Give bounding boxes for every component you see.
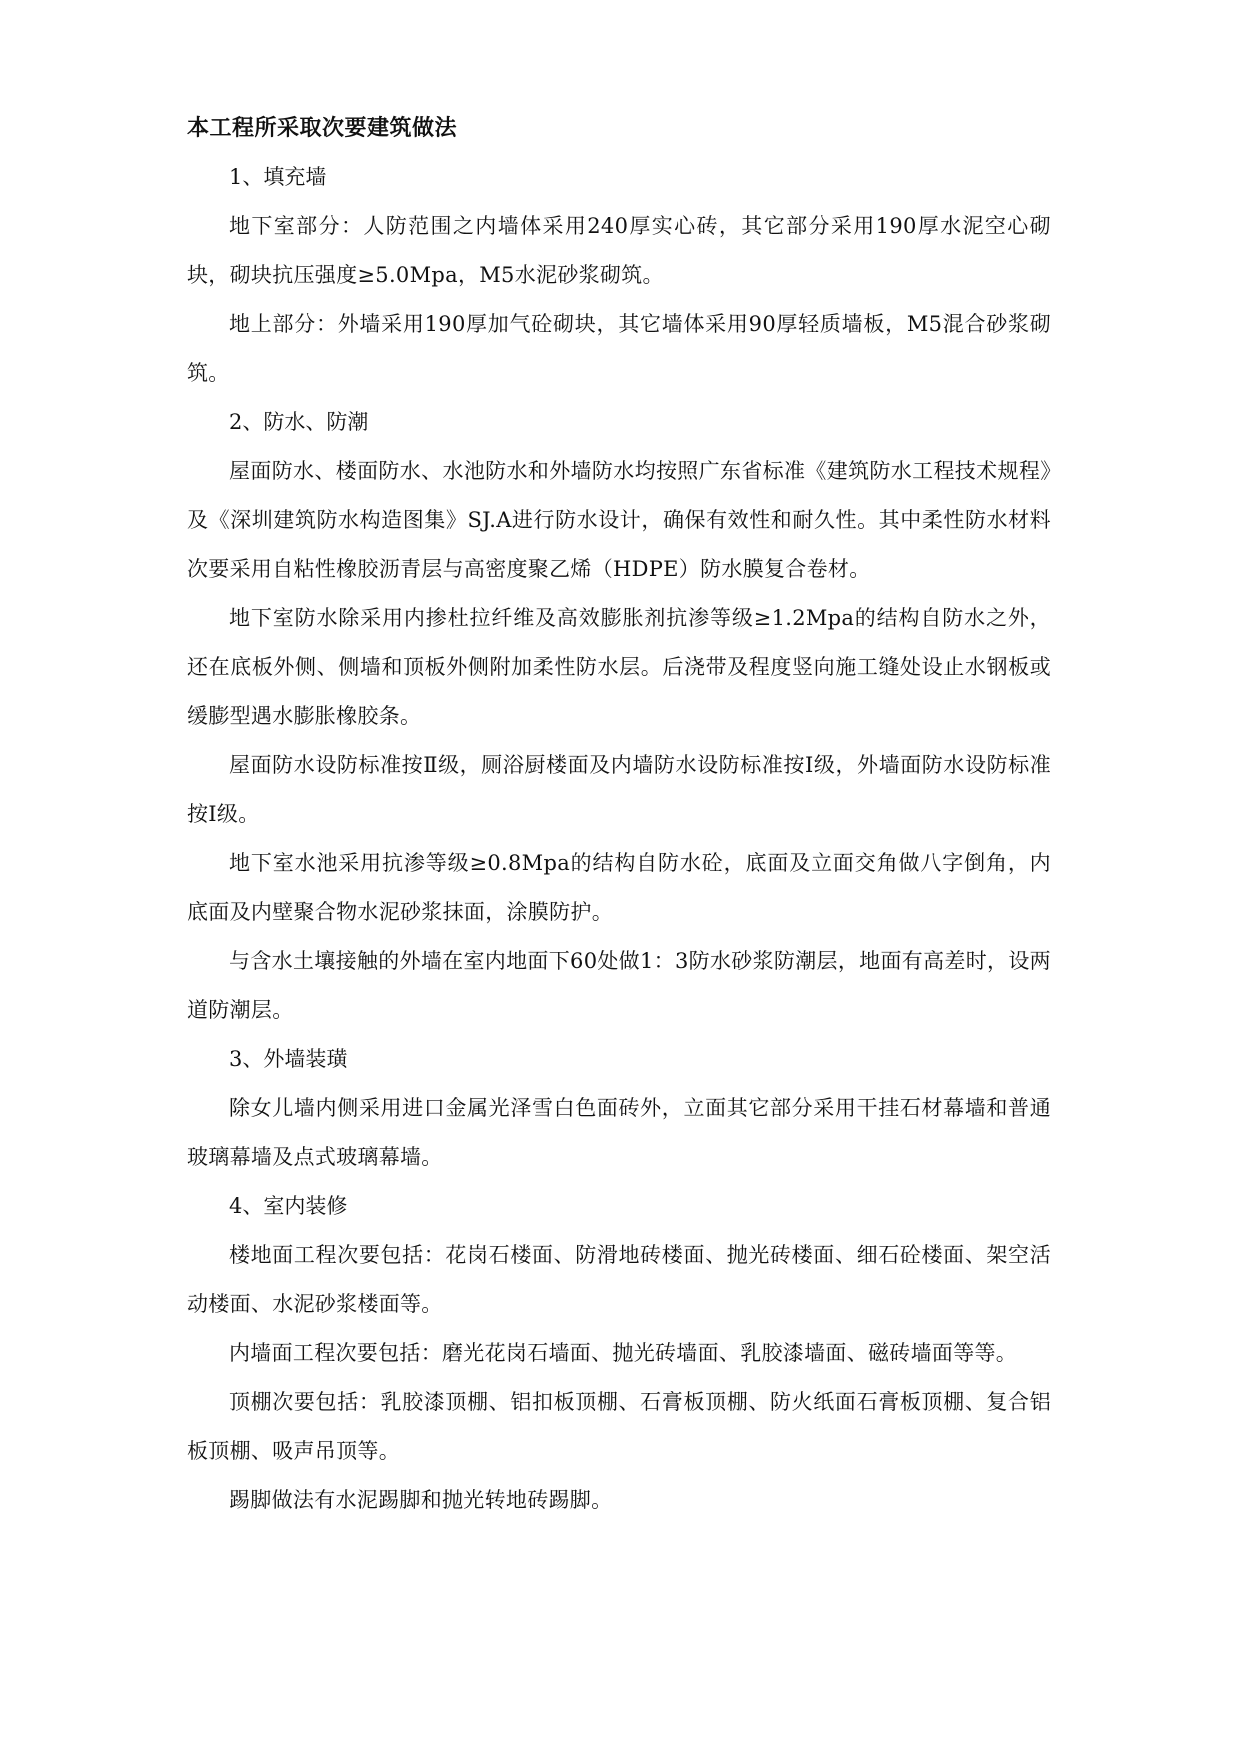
paragraph-damp-proof-layer: 与含水土壤接触的外墙在室内地面下60处做1：3防水砂浆防潮层，地面有高差时，设两道防潮层。 [187,949,1051,1022]
paragraph-wall-finishes: 内墙面工程次要包括：磨光花岗石墙面、抛光砖墙面、乳胶漆墙面、磁砖墙面等等。 [229,1341,1018,1365]
section-heading-interior-finish: 4、室内装修 [229,1194,348,1218]
paragraph-skirting: 踢脚做法有水泥踢脚和抛光转地砖踢脚。 [229,1488,613,1512]
paragraph-basement-walls: 地下室部分：人防范围之内墙体采用240厚实心砖，其它部分采用190厚水泥空心砌块，砌块抗压强度≥5.0Mpa，M5水泥砂浆砌筑。 [187,214,1051,287]
paragraph-facade: 除女儿墙内侧采用进口金属光泽雪白色面砖外，立面其它部分采用干挂石材幕墙和普通玻璃幕墙及点式玻璃幕墙。 [187,1096,1051,1169]
section-heading-exterior-finish: 3、外墙装璜 [229,1047,348,1071]
document-body [187,104,1051,1525]
paragraph-basement-waterproofing: 地下室防水除采用内掺杜拉纤维及高效膨胀剂抗渗等级≥1.2Mpa的结构自防水之外，还在底板外侧、侧墙和顶板外侧附加柔性防水层。后浇带及程度竖向施工缝处设止水钢板或缓膨型遇水膨胀橡胶条。 [187,606,1051,728]
document-title: 本工程所采取次要建筑做法 [187,115,458,141]
paragraph-waterproofing-standards: 屋面防水、楼面防水、水池防水和外墙防水均按照广东省标准《建筑防水工程技术规程》及《深圳建筑防水构造图集》SJ.A进行防水设计，确保有效性和耐久性。其中柔性防水材料次要采用自粘性橡胶沥青层与高密度聚乙烯（HDPE）防水膜复合卷材。 [187,459,1051,581]
paragraph-above-ground-walls: 地上部分：外墙采用190厚加气砼砌块，其它墙体采用90厚轻质墙板，M5混合砂浆砌筑。 [187,312,1051,385]
paragraph-ceiling-finishes: 顶棚次要包括：乳胶漆顶棚、铝扣板顶棚、石膏板顶棚、防火纸面石膏板顶棚、复合铝板顶棚、吸声吊顶等。 [187,1390,1051,1463]
paragraph-basement-pool: 地下室水池采用抗渗等级≥0.8Mpa的结构自防水砼，底面及立面交角做八字倒角，内底面及内壁聚合物水泥砂浆抹面，涂膜防护。 [187,851,1051,924]
section-heading-infill-wall: 1、填充墙 [229,165,327,189]
section-heading-waterproofing: 2、防水、防潮 [229,410,369,434]
paragraph-waterproofing-grades: 屋面防水设防标准按Ⅱ级，厕浴厨楼面及内墙防水设防标准按Ⅰ级，外墙面防水设防标准按Ⅰ级。 [187,753,1051,826]
paragraph-floor-finishes: 楼地面工程次要包括：花岗石楼面、防滑地砖楼面、抛光砖楼面、细石砼楼面、架空活动楼面、水泥砂浆楼面等。 [187,1243,1051,1316]
